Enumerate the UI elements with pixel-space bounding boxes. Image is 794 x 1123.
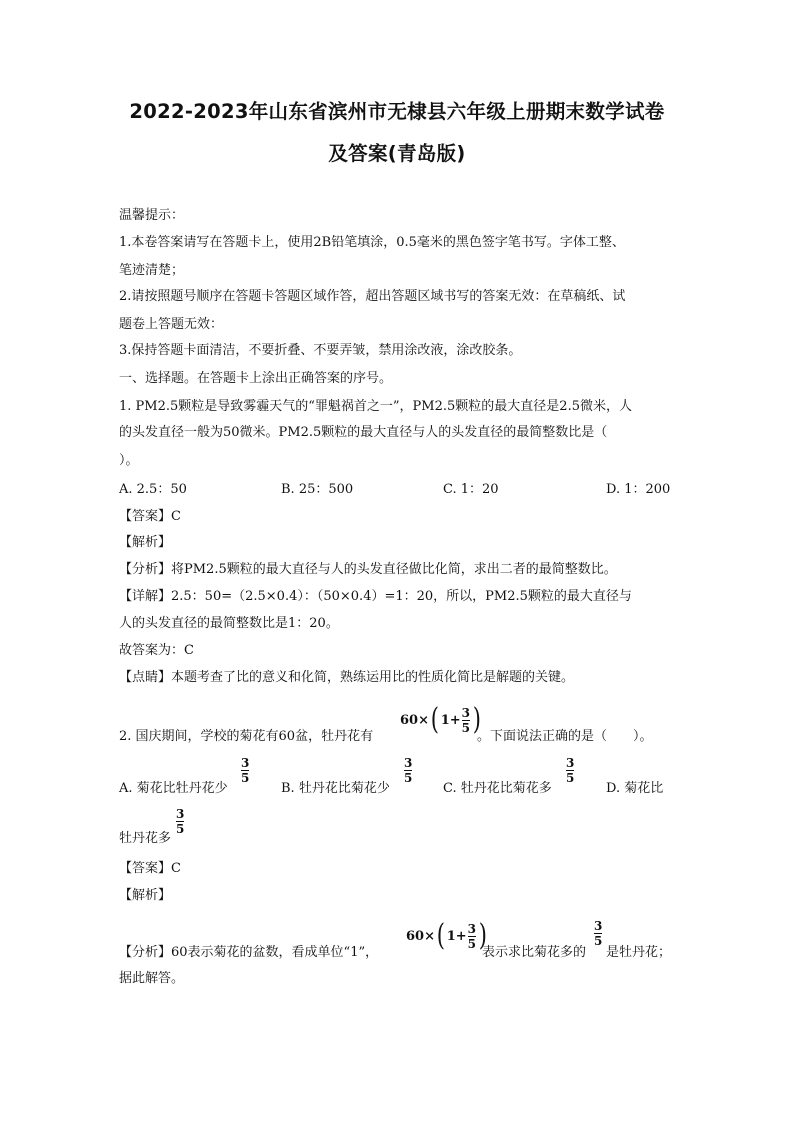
q1-stem-line3: ）。 xyxy=(119,453,139,468)
expr-one-plus: 1+ xyxy=(446,928,467,944)
fraction-denominator: 5 xyxy=(594,934,603,948)
expr-right-paren: ) xyxy=(472,702,481,737)
section-heading: 一、选择题。在答题卡上涂出正确答案的序号。 xyxy=(119,371,393,386)
fraction-denominator: 5 xyxy=(566,771,575,785)
q2-stem-post: 。下面说法正确的是（ ）。 xyxy=(477,729,653,744)
expr-fraction xyxy=(462,707,470,734)
fraction-denominator: 5 xyxy=(461,720,471,735)
q2-expression xyxy=(400,700,483,740)
q1-answer: 【答案】C xyxy=(119,509,181,524)
q2-option-c: C. 牡丹花比菊花多 xyxy=(443,781,552,796)
q1-analysis-label: 【解析】 xyxy=(119,535,172,550)
q2-fenxi-expression xyxy=(406,916,489,956)
q1-xiangjie-line1: 【详解】2.5：50=（2.5×0.4）：（50×0.4）=1：20，所以，PM2.5颗粒的最大直径与 xyxy=(119,589,632,604)
q1-final-answer: 故答案为：C xyxy=(119,643,194,658)
q2-fenxi-part3: 是牡丹花； xyxy=(606,945,672,960)
fraction-denominator: 5 xyxy=(241,771,250,785)
q2-analysis-label: 【解析】 xyxy=(119,888,172,903)
notice-2-line1: 2.请按照题号顺序在答题卡答题区域作答，超出答题区域书写的答案无效：在草稿纸、试 xyxy=(119,289,626,304)
fraction-numerator: 3 xyxy=(404,756,413,770)
expr-60-times: 60× xyxy=(406,928,435,944)
notice-1-line2: 笔迹清楚； xyxy=(119,263,185,278)
fraction-numerator: 3 xyxy=(467,921,477,936)
q2-option-a-fraction xyxy=(241,757,249,784)
q2-stem-pre: 2. 国庆期间，学校的菊花有60盆，牡丹花有 xyxy=(119,729,374,744)
q1-stem-line2: 的头发直径一般为50微米。PM2.5颗粒的最大直径与人的头发直径的最简整数比是（ xyxy=(119,425,608,440)
q1-dianjing: 【点睛】本题考查了比的意义和化简，熟练运用比的性质化简比是解题的关键。 xyxy=(119,670,575,685)
fraction-numerator: 3 xyxy=(176,807,185,821)
notice-2-line2: 题卷上答题无效： xyxy=(119,317,224,332)
fraction-denominator: 5 xyxy=(176,822,185,836)
q2-option-d-fraction xyxy=(176,808,184,835)
expr-right-paren: ) xyxy=(478,918,487,953)
expr-left-paren: ( xyxy=(436,918,445,953)
notice-3: 3.保持答题卡面清洁，不要折叠、不要弄皱，禁用涂改液，涂改胶条。 xyxy=(119,343,522,358)
expr-one-plus: 1+ xyxy=(440,712,461,728)
notice-1-line1: 1.本卷答案请写在答题卡上，使用2B铅笔填涂，0.5毫米的黑色签字笔书写。字体工整、 xyxy=(119,235,625,250)
q2-option-b-fraction xyxy=(404,757,412,784)
fraction-denominator: 5 xyxy=(404,771,413,785)
q1-fenxi: 【分析】将PM2.5颗粒的最大直径与人的头发直径做比化简，求出二者的最简整数比。 xyxy=(119,562,617,577)
fraction-denominator: 5 xyxy=(467,936,477,951)
q1-xiangjie-line2: 人的头发直径的最简整数比是1：20。 xyxy=(119,616,339,631)
q1-option-c: C. 1：20 xyxy=(443,482,499,497)
q2-fenxi-part1: 【分析】60表示菊花的盆数，看成单位“1”， xyxy=(119,945,379,960)
q2-fenxi-fraction xyxy=(594,920,602,947)
fraction-numerator: 3 xyxy=(566,756,575,770)
q2-fenxi-part2: 表示求比菊花多的 xyxy=(482,945,587,960)
fraction-numerator: 3 xyxy=(241,756,250,770)
q2-option-a: A. 菊花比牡丹花少 xyxy=(119,781,228,796)
expr-left-paren: ( xyxy=(430,702,439,737)
q2-option-d: D. 菊花比 xyxy=(606,781,664,796)
doc-title-line1: 2022-2023年山东省滨州市无棣县六年级上册期末数学试卷 xyxy=(129,100,665,123)
q1-stem-line1: 1. PM2.5颗粒是导致雾霾天气的“罪魁祸首之一”，PM2.5颗粒的最大直径是2.5微米，人 xyxy=(119,399,632,414)
expr-fraction xyxy=(468,923,476,950)
q2-answer: 【答案】C xyxy=(119,861,181,876)
q2-option-c-fraction xyxy=(566,757,574,784)
q2-option-b: B. 牡丹花比菊花少 xyxy=(281,781,390,796)
doc-title-line2: 及答案(青岛版) xyxy=(328,142,466,165)
notice-heading: 温馨提示： xyxy=(119,208,185,223)
q1-option-a: A. 2.5：50 xyxy=(119,482,187,497)
fraction-numerator: 3 xyxy=(594,919,603,933)
q1-option-b: B. 25：500 xyxy=(281,482,354,497)
q2-fenxi-line2: 据此解答。 xyxy=(119,971,185,986)
q1-option-d: D. 1：200 xyxy=(606,482,671,497)
q2-option-d-line2: 牡丹花多 xyxy=(119,831,172,846)
fraction-numerator: 3 xyxy=(461,705,471,720)
expr-60-times: 60× xyxy=(400,712,429,728)
